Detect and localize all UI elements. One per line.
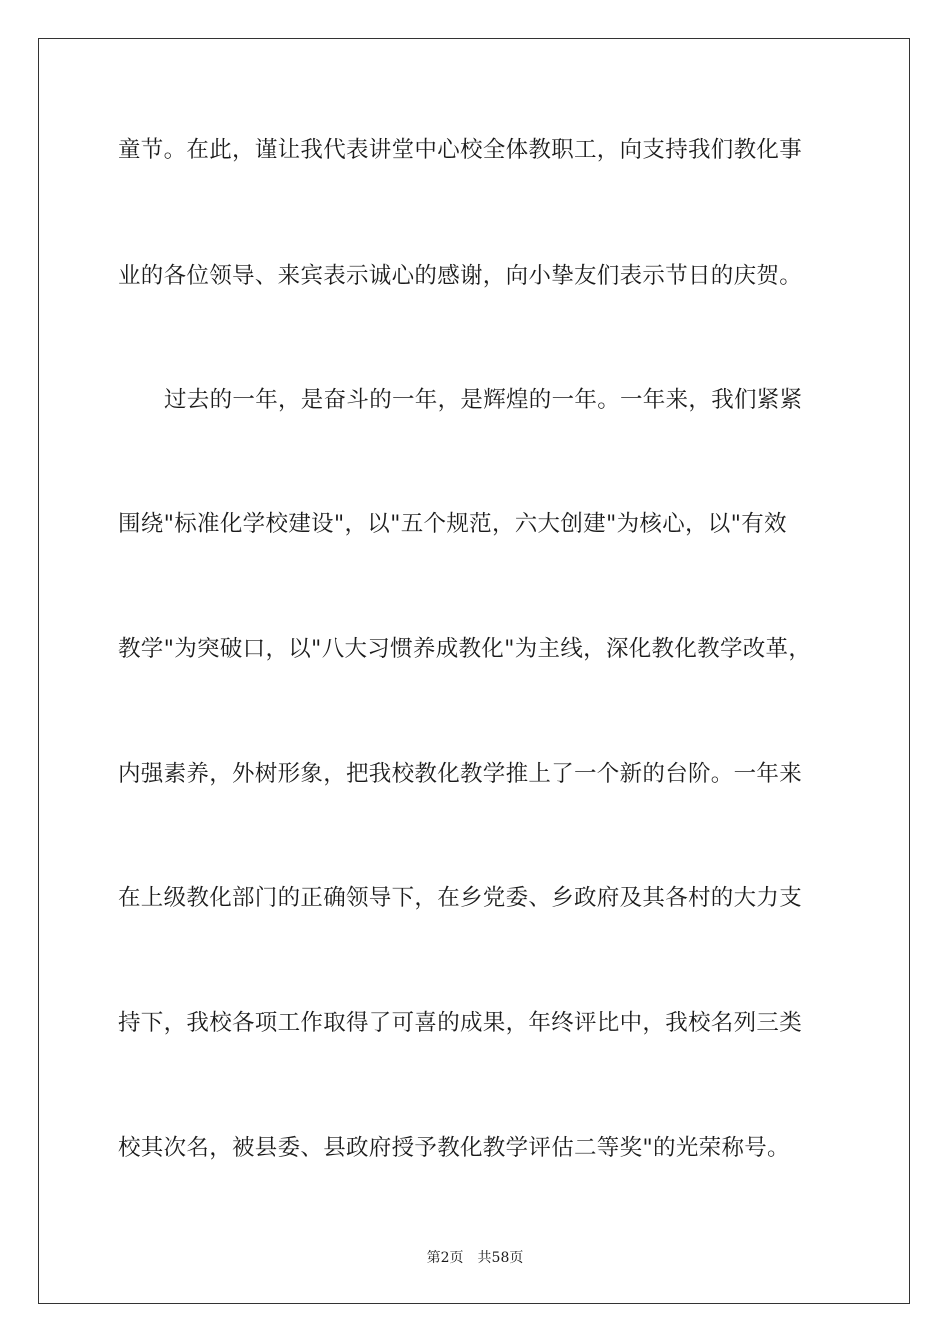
text-line-4: 围绕"标准化学校建设"，以"五个规范，六大创建"为核心，以"有效	[118, 511, 787, 537]
page-number: 第2页	[426, 1250, 464, 1266]
text-line-6: 内强素养，外树形象，把我校教化教学推上了一个新的台阶。一年来	[118, 761, 803, 787]
text-line-8: 持下，我校各项工作取得了可喜的成果，年终评比中，我校名列三类	[118, 1010, 803, 1036]
text-line-1: 童节。在此，谨让我代表讲堂中心校全体教职工，向支持我们教化事	[118, 137, 803, 163]
text-line-7: 在上级教化部门的正确领导下，在乡党委、乡政府及其各村的大力支	[118, 885, 803, 911]
page-border	[38, 38, 910, 1304]
total-pages: 共58页	[477, 1250, 524, 1266]
page-footer	[0, 1247, 950, 1267]
text-line-3-paragraph-start: 过去的一年，是奋斗的一年，是辉煌的一年。一年来，我们紧紧	[164, 387, 803, 413]
text-line-9: 校其次名，被县委、县政府授予教化教学评估二等奖"的光荣称号。	[118, 1135, 790, 1161]
text-line-2: 业的各位领导、来宾表示诚心的感谢，向小挚友们表示节日的庆贺。	[118, 263, 803, 289]
text-line-5: 教学"为突破口，以"八大习惯养成教化"为主线，深化教化教学改革，	[118, 636, 812, 662]
